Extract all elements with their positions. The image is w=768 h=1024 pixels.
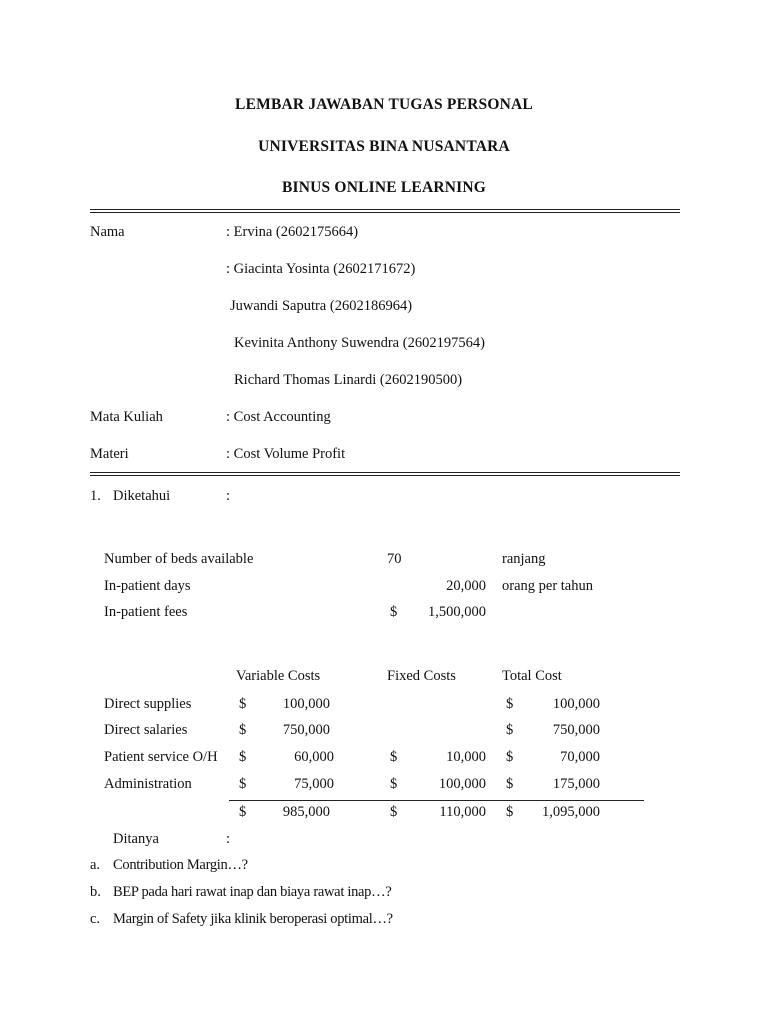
materi-label: Materi	[90, 446, 129, 462]
question-marker: c.	[90, 911, 101, 927]
currency-sign: $	[239, 776, 247, 792]
given-value: 1,500,000	[428, 604, 486, 620]
currency-sign: $	[506, 722, 514, 738]
given-label: In-patient fees	[104, 604, 188, 620]
row-label: Patient service O/H	[104, 749, 218, 765]
total-cost: 175,000	[552, 776, 600, 792]
question-item: Contribution Margin…?	[113, 857, 248, 873]
given-unit: ranjang	[502, 551, 546, 567]
total-cost: 750,000	[552, 722, 600, 738]
header-title-1: LEMBAR JAWABAN TUGAS PERSONAL	[235, 96, 533, 113]
info-rule-top	[90, 472, 680, 473]
currency-sign: $	[390, 749, 398, 765]
member-4: Kevinita Anthony Suwendra (2602197564)	[234, 335, 485, 351]
variable-cost: 750,000	[282, 722, 330, 738]
variable-cost: 60,000	[294, 749, 334, 765]
question-marker: b.	[90, 884, 101, 900]
materi-value: : Cost Volume Profit	[226, 446, 346, 462]
header-title-2: UNIVERSITAS BINA NUSANTARA	[258, 138, 510, 155]
member-1: : Ervina (2602175664)	[226, 224, 359, 240]
member-3: Juwandi Saputra (2602186964)	[230, 298, 413, 314]
question-item: BEP pada hari rawat inap dan biaya rawat inap…?	[113, 884, 392, 900]
row-label: Administration	[104, 776, 192, 792]
given-label: In-patient days	[104, 578, 191, 594]
given-unit: orang per tahun	[502, 578, 593, 594]
currency-sign: $	[239, 696, 247, 712]
currency-sign: $	[506, 776, 514, 792]
currency-sign: $	[239, 804, 247, 820]
question-marker: a.	[90, 857, 101, 873]
question-item: Margin of Safety jika klinik beroperasi optimal…?	[113, 911, 393, 927]
fixed-cost: 100,000	[438, 776, 486, 792]
member-2: : Giacinta Yosinta (2602171672)	[226, 261, 416, 277]
total-fixed: 110,000	[439, 804, 486, 820]
header-rule-bottom	[90, 212, 680, 213]
currency-sign: $	[390, 776, 398, 792]
row-label: Direct salaries	[104, 722, 188, 738]
question-colon: :	[226, 831, 231, 847]
given-label: Number of beds available	[104, 551, 254, 567]
section-label: Diketahui	[113, 488, 171, 504]
question-label: Ditanya	[113, 831, 159, 847]
matkul-value: : Cost Accounting	[226, 409, 331, 425]
header-rule-top	[90, 209, 680, 210]
currency-sign: $	[506, 804, 514, 820]
variable-cost: 75,000	[294, 776, 334, 792]
col-header-variable: Variable Costs	[236, 668, 321, 684]
given-value: 70	[387, 551, 402, 567]
currency-sign: $	[239, 749, 247, 765]
total-cost: 100,000	[552, 696, 600, 712]
totals-rule	[229, 800, 644, 801]
total-cost: 70,000	[560, 749, 600, 765]
given-currency: $	[390, 604, 398, 620]
matkul-label: Mata Kuliah	[90, 409, 163, 425]
total-overall: 1,095,000	[542, 804, 600, 820]
row-label: Direct supplies	[104, 696, 192, 712]
section-number: 1.	[90, 488, 101, 504]
currency-sign: $	[506, 749, 514, 765]
total-variable: 985,000	[282, 804, 330, 820]
given-value: 20,000	[446, 578, 486, 594]
nama-label: Nama	[90, 224, 125, 240]
member-5: Richard Thomas Linardi (2602190500)	[234, 372, 463, 388]
currency-sign: $	[390, 804, 398, 820]
variable-cost: 100,000	[282, 696, 330, 712]
col-header-total: Total Cost	[502, 668, 562, 684]
info-rule-bottom	[90, 475, 680, 476]
header-title-3: BINUS ONLINE LEARNING	[281, 179, 487, 196]
currency-sign: $	[239, 722, 247, 738]
col-header-fixed: Fixed Costs	[387, 668, 456, 684]
section-colon: :	[226, 488, 231, 504]
fixed-cost: 10,000	[446, 749, 486, 765]
currency-sign: $	[506, 696, 514, 712]
